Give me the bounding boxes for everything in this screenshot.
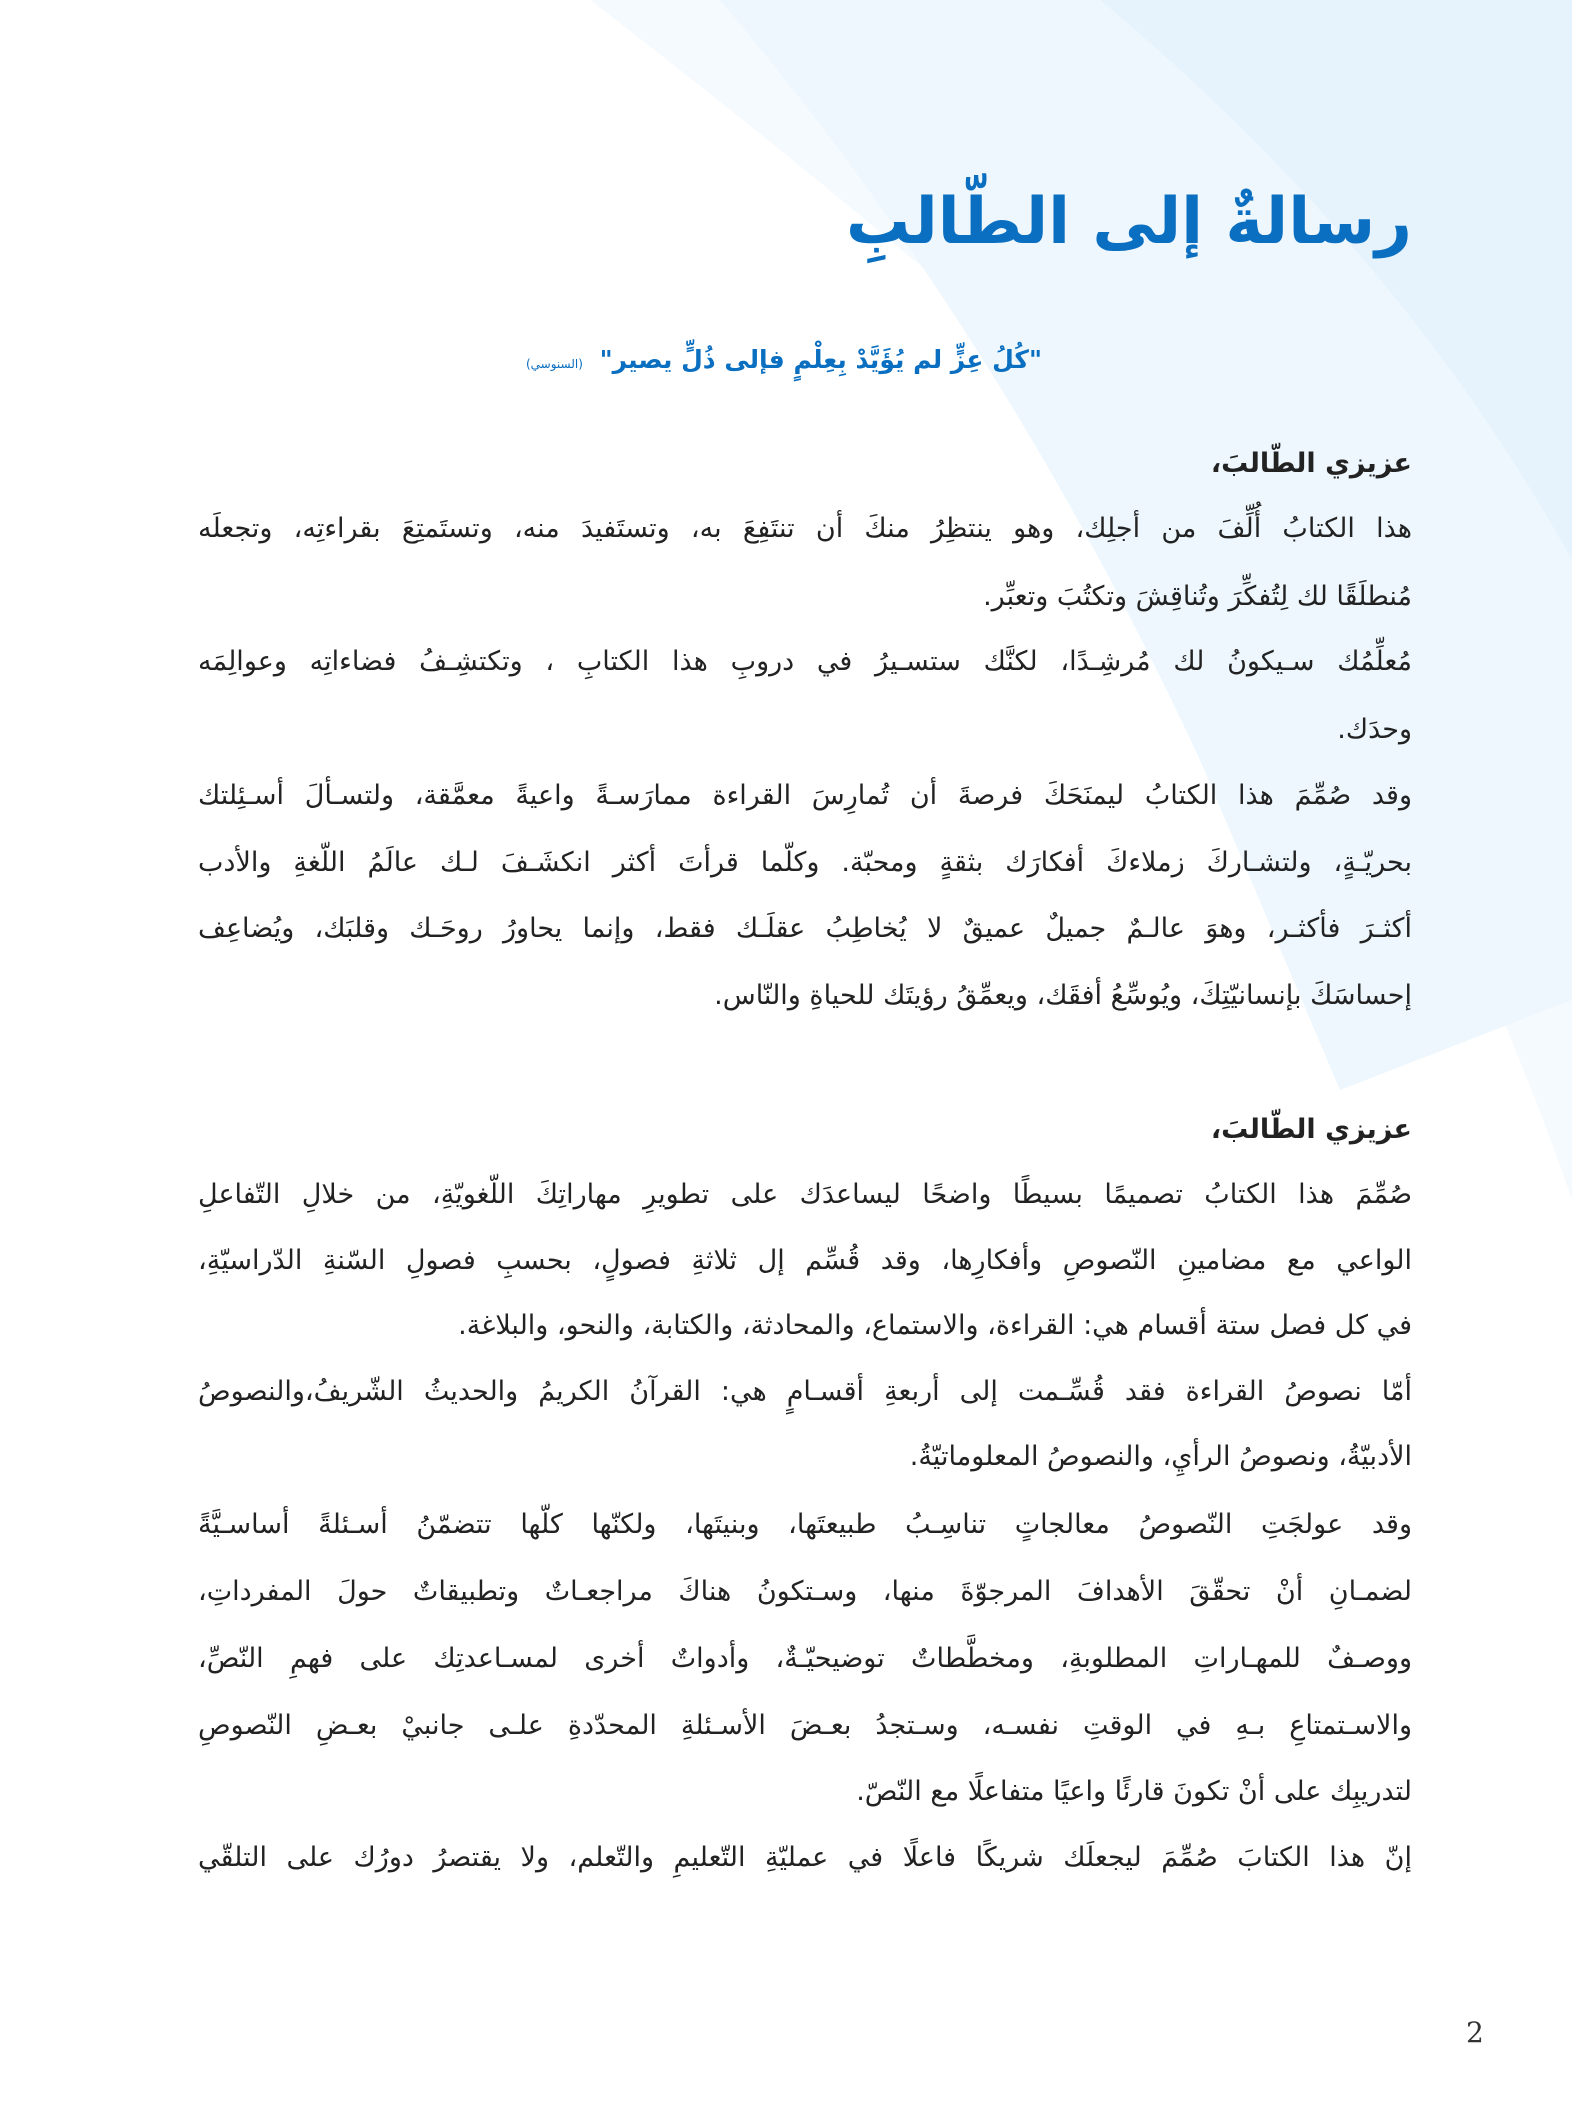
paragraph-line: الواعي مع مضامينِ النّصوصِ وأفكارِها، وقد قُسِّم إل ثلاثةِ فصولٍ، بحسبِ فصولِ السّنةِ الدّراسيّةِ، — [198, 1245, 1412, 1276]
quote — [526, 345, 1042, 374]
paragraph-line: لتدريبِك على أنْ تكونَ قارئًا واعيًا متفاعلًا مع النّصّ. — [856, 1776, 1412, 1807]
paragraph-line: إنّ هذا الكتابَ صُمِّمَ ليجعلَك شريكًا فاعلًا في عمليّةِ التّعليمِ والتّعلم، ولا يقتصرُ دورُك على التلقّي — [198, 1842, 1412, 1873]
paragraph-line: والاسـتمتاعِ بـهِ في الوقتِ نفسـه، وسـتجدُ بعـضَ الأسـئلةِ المحدّدةِ علـى جانبيْ بعـضِ النّصوصِ — [198, 1710, 1412, 1741]
paragraph-line: مُنطلَقًا لك لِتُفكِّرَ وتُناقِشَ وتكتُبَ وتعبِّر. — [983, 581, 1412, 612]
paragraph-line: ووصـفٌ للمهـاراتِ المطلوبةِ، ومخطَّطاتٌ توضيحيّـةٌ، وأدواتٌ أخرى لمسـاعدتِك على فهمِ النّصِّ، — [198, 1643, 1412, 1674]
paragraph-line: إحساسَكَ بإنسانيّتِكَ، ويُوسِّعُ أفقَك، ويعمِّقُ رؤيتَك للحياةِ والنّاس. — [714, 980, 1412, 1011]
quote-text: "كُلُ عِزٍّ لم يُؤَيَّدْ بِعِلْمٍ فإلى ذُلٍّ يصير" — [599, 345, 1042, 374]
section2-greeting: عزيزي الطّالبَ، — [1210, 1114, 1412, 1145]
paragraph-line: وقد صُمِّمَ هذا الكتابُ ليمنَحَكَ فرصةَ أن تُمارِسَ القراءة ممارَسـةً واعيةً معمَّقة، ولتسـألَ أسـئِلتك — [198, 780, 1412, 811]
paragraph-line: صُمِّمَ هذا الكتابُ تصميمًا بسيطًا واضحًا ليساعدَك على تطويرِ مهاراتِكَ اللّغويّةِ، من خلالِ التّفاعلِ — [198, 1179, 1412, 1210]
paragraph-line: الأدبيّةُ، ونصوصُ الرأيِ، والنصوصُ المعلوماتيّةُ. — [909, 1441, 1412, 1472]
paragraph-line: وحدَك. — [1337, 714, 1412, 745]
paragraph-line: هذا الكتابُ أُلِّفَ من أجلِك، وهو ينتظِرُ منكَ أن تنتَفِعَ به، وتستَفيدَ منه، وتستَمتِعَ بقراءتِه، وتجعلَه — [198, 513, 1412, 544]
paragraph-line: مُعلِّمُك سـيكونُ لك مُرشِـدًا، لكنَّك ستسـيرُ في دروبِ هذا الكتابِ ، وتكتشِـفُ فضاءاتِه وعوالِمَه — [198, 646, 1412, 677]
paragraph-line: وقد عولجَتِ النّصوصُ معالجاتٍ تناسِـبُ طبيعتَها، وبنيتَها، ولكنّها كلّها تتضمّنُ أسـئلةً أساسـيَّةً — [198, 1509, 1412, 1540]
quote-source: (السنوسي) — [525, 357, 583, 371]
paragraph-line: بحريّـةٍ، ولتشـاركَ زملاءكَ أفكارَك بثقةٍ ومحبّة. وكلّما قرأتَ أكثر انكشَـفَ لـك عالَمُ اللّغةِ والأدب — [198, 847, 1412, 878]
section1-greeting: عزيزي الطّالبَ، — [1210, 448, 1412, 479]
paragraph-line: في كل فصل ستة أقسام هي: القراءة، والاستماع، والمحادثة، والكتابة، والنحو، والبلاغة. — [458, 1310, 1412, 1341]
paragraph-line: أكثـرَ فأكثـر، وهوَ عالـمٌ جميلٌ عميقٌ لا يُخاطِبُ عقلَـك فقط، وإنما يحاورُ روحَـك وقلبَك، ويُضاعِف — [198, 913, 1412, 944]
paragraph-line: لضمـانِ أنْ تحقّقَ الأهدافَ المرجوّةَ منها، وسـتكونُ هناكَ مراجعـاتٌ وتطبيقاتٌ حولَ المفرداتِ، — [198, 1576, 1412, 1607]
page-number: 2 — [1466, 2016, 1484, 2049]
page-title: رسالةٌ إلى الطّالبِ — [845, 185, 1412, 259]
paragraph-line: أمّا نصوصُ القراءة فقد قُسِّـمت إلى أربعةِ أقسـامٍ هي: القرآنُ الكريمُ والحديثُ الشّريفُ،والنصوصُ — [198, 1376, 1412, 1407]
